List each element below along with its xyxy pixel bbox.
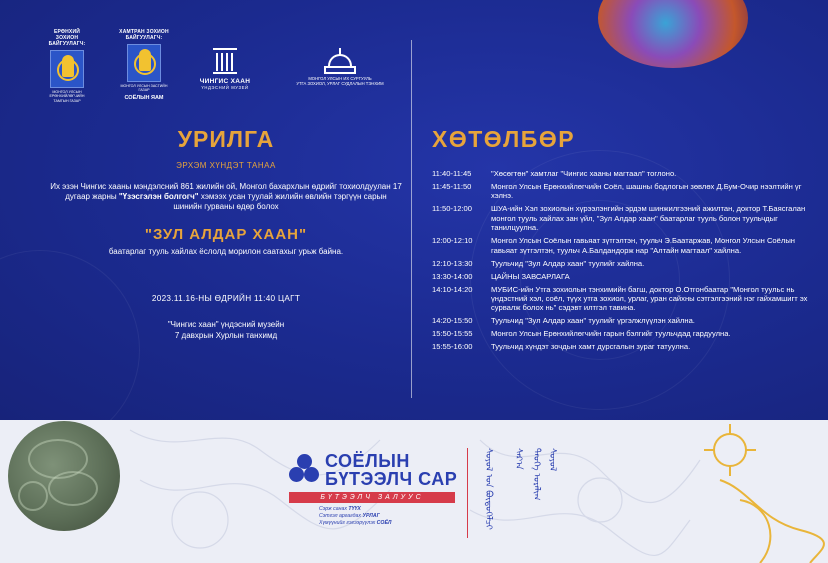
program-row — [432, 236, 812, 255]
brand-line-1: СОЁЛЫН — [325, 451, 410, 471]
university-logo — [290, 48, 390, 86]
brand-logo-icon — [289, 454, 319, 484]
program-desc: Туульчид хүндэт зочдын хамт дурсгалын зураг татуулна. — [491, 342, 691, 352]
program-row — [432, 285, 812, 313]
co-organizer-logo — [117, 29, 171, 101]
organizer-sub: МОНГОЛ УЛСЫН ЕРӨНХИЙЛӨГЧИЙН ТАМГЫН ГАЗАР — [49, 90, 85, 103]
brand-bar: БҮТЭЭЛЧ ЗАЛУУС — [289, 492, 455, 503]
bottom-divider — [467, 448, 468, 538]
golden-ornament-icon — [690, 420, 828, 563]
program-desc: ШУА-ийн Хэл зохиолын хүрээлэнгийн эрдэм шинжилгээний ажилтан, доктор Т.Баясгалан монгол тууль хайлах зан үйл, "Зул Алдар хаан" баатарлаг тууль болон туульчдыг танилцуулна. — [491, 204, 806, 233]
program-row — [432, 259, 812, 268]
program-row — [432, 342, 812, 351]
soyombo-emblem-icon — [127, 44, 161, 82]
slogan-text: Хүмүүнийг гэгээрүүлэх — [319, 520, 376, 527]
program-row — [432, 182, 812, 201]
organizer-caption: ЕРӨНХИЙ ЗОХИОН БАЙГУУЛАГЧ: — [48, 29, 86, 47]
soyombo-emblem-icon — [50, 50, 84, 88]
university-line-1: МОНГОЛ УЛСЫН ИХ СУРГУУЛЬ — [308, 76, 372, 81]
column-divider — [411, 40, 412, 398]
organizer-logo — [42, 29, 92, 103]
program-time: 12:00-12:10 — [432, 236, 473, 246]
program-desc: ЦАЙНЫ ЗАВСАРЛАГА — [491, 271, 570, 281]
program-time: 15:50-15:55 — [432, 329, 473, 339]
invitation-paragraph-3: баатарлаг тууль хайлах ёслолд морилон саатахыг урьж байна. — [108, 247, 344, 256]
mongol-script-3: ᠲᠡᠦᠬᠡ ᠤᠷᠠᠯᠢᠭ — [531, 448, 541, 501]
museum-name: ЧИНГИС ХААН — [199, 78, 251, 85]
university-building-icon — [320, 48, 360, 76]
honor-greeting: ЭРХЭМ ХҮНДЭТ ТАНАА — [176, 161, 276, 170]
program-row — [432, 272, 812, 281]
program-row — [432, 169, 812, 178]
program-time: 12:10-13:30 — [432, 258, 473, 268]
stone-carving-image — [8, 421, 120, 531]
brand-line-2: БҮТЭЭЛЧ САР — [325, 469, 458, 489]
program-desc: МУБИС-ийн Утга зохиолын тэнхимийн багш, доктор О.Отгонбаатар "Монгол туульс нь үндэстний хэл, соёл, түүх утга зохиол, урлаг, уран сайхны сэтгэлгээний нэг гайхамшигт эх сурвалж болох нь" сэдэвт илтгэл тавина. — [491, 284, 808, 313]
program-time: 14:10-14:20 — [432, 284, 473, 294]
event-venue — [40, 319, 412, 341]
paragraph-bold: "Үзэсгэлэн болгогч" — [118, 192, 199, 202]
event-datetime: 2023.11.16-НЫ ӨДРИЙН 11:40 ЦАГТ — [151, 294, 301, 303]
program-desc: Туульчид "Зул Алдар хаан" туулийг хайлна. — [491, 258, 645, 268]
mongol-script-2: ᠰᠠᠷ᠎ᠠ — [513, 448, 523, 470]
program-time: 11:45-11:50 — [432, 182, 472, 191]
museum-sub: ҮНДЭСНИЙ МУЗЕЙ — [201, 85, 249, 90]
slogan-bold: УРЛАГ — [362, 513, 380, 520]
program-list — [432, 169, 812, 355]
museum-mark-icon — [213, 48, 237, 74]
program-title: ХӨТӨЛБӨР — [432, 126, 576, 152]
program-row — [432, 316, 812, 325]
slogan-text: Сэтгэл аргагдах — [319, 513, 361, 520]
co-organizer-caption: ХАМТРАН ЗОХИОН БАЙГУУЛАГЧ: — [119, 29, 169, 41]
slogan-line — [319, 520, 391, 527]
mongol-script-4: ᠰᠣᠶᠣᠯ — [547, 448, 557, 472]
program-desc: Туульчид "Зул Алдар хаан" туулийг үргэлжлүүлэн хайлна. — [491, 316, 695, 326]
program-time: 13:30-14:00 — [432, 271, 473, 281]
mongol-script-1: ᠰᠣᠶᠣᠯ ᠤᠨ ᠪᠦᠲᠦᠭᠡᠯᠴᠢ — [483, 448, 493, 530]
program-time: 11:40-11:45 — [432, 169, 472, 178]
program-desc: Монгол Улсын Соёлын гавьяат зүтгэлтэн, туульч Э.Баатаржав, Монгол Улсын Соёлын гавьяат зүтгэлтэн, туульч А.Балдандорж нар "Алтайн магтаал" хайлна. — [491, 236, 795, 255]
university-line-2: УТГА ЗОХИОЛ, УРЛАГ СУДЛАЛЫН ТЭНХИМ — [296, 81, 384, 86]
venue-line-1: "Чингис хаан" үндэсний музейн — [167, 320, 285, 329]
paragraph-part-2: хэмээх усан туулай жилийн өвлийн тэргүүн сарын шинийн гурваны өдөр болох — [173, 192, 387, 212]
program-desc: Монгол Улсын Ерөнхийлөгчийн гарын бэлгийг туульчдад гардуулна. — [491, 329, 731, 339]
program-desc: "Хөсөгтөн" хамтлаг "Чингис хааны магтаал" тоглоно. — [491, 169, 677, 178]
co-organizer-name: СОЁЛЫН ЯАМ — [124, 94, 164, 101]
program-time: 14:20-15:50 — [432, 316, 473, 326]
co-organizer-sub: МОНГОЛ УЛСЫН ЗАСГИЙН ГАЗАР — [120, 84, 168, 93]
creative-month-brand — [289, 449, 459, 549]
program-time: 15:55-16:00 — [432, 342, 473, 352]
program-row — [432, 329, 812, 338]
invitation-paragraph — [50, 182, 402, 213]
brand-slogans — [319, 506, 391, 528]
slogan-text: Сэрж санах — [319, 506, 347, 512]
epic-title: "ЗУЛ АЛДАР ХААН" — [144, 226, 308, 243]
slogan-line — [319, 506, 391, 513]
slogan-bold: СОЁЛ — [376, 520, 392, 527]
invitation-title: УРИЛГА — [177, 126, 275, 152]
paragraph-part-1: Их эзэн Чингис хааны мэндэлсний 861 жилийн ой, Монгол бахархлын өдрийг тохиолдуулан 17 дугаар жарны — [50, 182, 402, 202]
program-desc: Монгол Улсын Ерөнхийлөгчийн Соёл, шашны бодлогын зөвлөх Д.Бум-Очир нээлтийн үг хэлнэ. — [491, 182, 802, 201]
slogan-bold: ТҮҮХ — [348, 506, 361, 512]
museum-logo — [190, 48, 260, 90]
program-time: 11:50-12:00 — [432, 204, 472, 214]
program-row — [432, 204, 812, 232]
venue-line-2: 7 давхрын Хурлын танхимд — [174, 331, 278, 340]
